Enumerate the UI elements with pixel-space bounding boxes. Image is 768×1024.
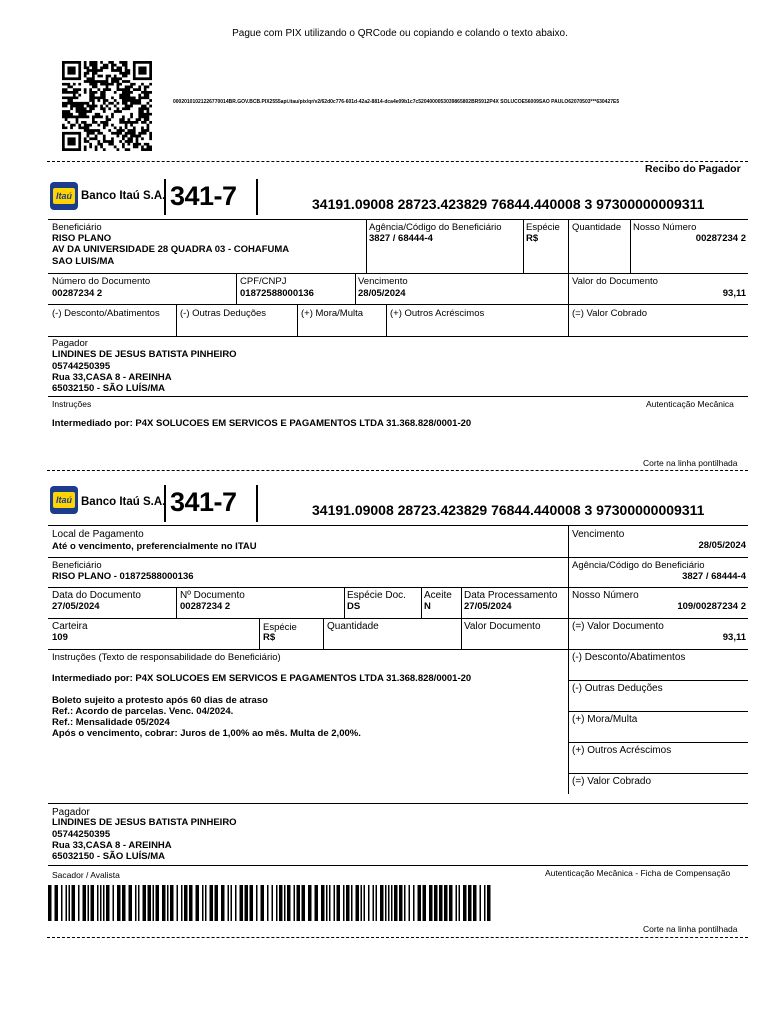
nosso-numero-label: Nosso Número [572,590,639,601]
data-documento-value: 27/05/2024 [52,601,100,612]
bank-code: 341-7 [170,487,237,517]
quantidade-label: Quantidade [327,621,379,632]
outras-deducoes-label: (-) Outras Deduções [180,308,267,319]
numero-documento-value: 00287234 2 [52,288,103,299]
cut-instruction-1: Corte na linha pontilhada [643,458,738,468]
itau-logo: Itaú [50,486,78,514]
pagador-address: Rua 33,CASA 8 - AREINHA [52,372,172,383]
outros-acrescimos-label: (+) Outros Acréscimos [390,308,485,319]
valor-documento-value: 93,11 [722,288,746,299]
carteira-label: Carteira [52,621,88,632]
desconto-label: (-) Desconto/Abatimentos [52,308,160,319]
instrucoes-label: Instruções [52,399,92,409]
agencia-value: 3827 / 68444-4 [369,233,433,244]
beneficiario-label: Beneficiário [52,222,102,233]
vencimento-value: 28/05/2024 [358,288,406,299]
desconto-label: (-) Desconto/Abatimentos [572,652,686,663]
data-documento-label: Data do Documento [52,590,141,601]
carteira-value: 109 [52,632,68,643]
especie-value: R$ [263,632,276,643]
nosso-numero-value: 109/00287234 2 [677,601,746,612]
data-processamento-value: 27/05/2024 [464,601,512,612]
pix-qrcode[interactable] [62,61,152,151]
receipt-title: Recibo do Pagador [645,163,741,175]
agencia-label: Agência/Código do Beneficiário [572,560,705,571]
nosso-numero-label: Nosso Número [633,222,697,233]
cpf-value: 01872588000136 [240,288,314,299]
numero-documento-label: Nº Documento [180,590,245,601]
pagador-name: LINDINES DE JESUS BATISTA PINHEIRO [52,349,237,360]
autenticacao-label: Autenticação Mecânica [646,399,734,409]
instrucao-juros: Após o vencimento, cobrar: Juros de 1,00% ao mês. Multa de 2,00%. [52,728,361,739]
especie-value: R$ [526,233,539,244]
valor-documento-label: Valor do Documento [572,276,658,287]
beneficiario-city: SAO LUIS/MA [52,256,115,267]
instrucoes-label: Instruções (Texto de responsabilidade do Beneficiário) [52,652,281,663]
local-pagamento-value: Até o vencimento, preferencialmente no ITAU [52,541,257,552]
outras-deducoes-label: (-) Outras Deduções [572,683,663,694]
especie-label: Espécie [263,622,297,633]
valor-label: Valor Documento [464,621,541,632]
intermediado-text: Intermediado por: P4X SOLUCOES EM SERVICOS E PAGAMENTOS LTDA 31.368.828/0001-20 [52,418,472,429]
especie-label: Espécie [526,222,560,233]
bank-name: Banco Itaú S.A. [81,190,166,202]
mora-label: (+) Mora/Multa [572,714,638,725]
pix-copy-code[interactable]: 00020101021226770014BR.GOV.BCB.PIX2555api.itau/pix/qr/v2/62d0c776-601d-42a2-8814-dca4e09b1c7c5204000053039865802BR5912P4X SOLUCOE56009SAO PAULO62070503***630427E5 [173,99,620,105]
numero-documento-label: Número do Documento [52,276,151,287]
beneficiario-name: RISO PLANO [52,233,112,244]
cut-line-bottom [47,937,748,938]
beneficiario-value: RISO PLANO - 01872588000136 [52,571,194,582]
valor-documento-label: (=) Valor Documento [572,621,664,632]
agencia-label: Agência/Código do Beneficiário [369,222,502,233]
instrucao-protesto: Boleto sujeito a protesto após 60 dias de atraso [52,695,268,706]
intermediado-text: Intermediado por: P4X SOLUCOES EM SERVICOS E PAGAMENTOS LTDA 31.368.828/0001-20 [52,673,472,684]
cut-instruction-2: Corte na linha pontilhada [643,924,738,934]
vencimento-value: 28/05/2024 [698,540,746,551]
cut-line-top [47,161,748,162]
nosso-numero-value: 00287234 2 [695,233,746,244]
pagador-name: LINDINES DE JESUS BATISTA PINHEIRO [52,817,237,828]
digitable-line[interactable]: 34191.09008 28723.423829 76844.440008 3 97300000009311 [312,502,705,518]
pagador-label: Pagador [52,807,90,818]
especie-doc-label: Espécie Doc. [347,590,406,601]
bank-name: Banco Itaú S.A. [81,496,166,508]
sacador-label: Sacador / Avalista [52,870,120,880]
digitable-line[interactable]: 34191.09008 28723.423829 76844.440008 3 97300000009311 [312,196,705,212]
aceite-value: N [424,601,431,612]
vencimento-label: Vencimento [358,276,408,287]
barcode [48,885,492,921]
local-pagamento-label: Local de Pagamento [52,529,144,540]
numero-documento-value: 00287234 2 [180,601,231,612]
quantidade-label: Quantidade [572,222,622,233]
valor-documento-value: 93,11 [722,632,746,643]
pix-instruction: Pague com PIX utilizando o QRCode ou copiando e colando o texto abaixo. [232,28,568,39]
pagador-city: 65032150 - SÃO LUÍS/MA [52,383,165,394]
pagador-doc: 05744250395 [52,361,111,372]
instrucao-mensalidade: Ref.: Mensalidade 05/2024 [52,717,170,728]
pagador-doc: 05744250395 [52,829,111,840]
vencimento-label: Vencimento [572,529,625,540]
aceite-label: Aceite [424,590,452,601]
instrucao-acordo: Ref.: Acordo de parcelas. Venc. 04/2024. [52,706,234,717]
itau-logo: Itaú [50,182,78,210]
cpf-label: CPF/CNPJ [240,276,287,287]
especie-doc-value: DS [347,601,361,612]
agencia-value: 3827 / 68444-4 [682,571,746,582]
beneficiario-address: AV DA UNIVERSIDADE 28 QUADRA 03 - COHAFUMA [52,244,290,255]
outros-acrescimos-label: (+) Outros Acréscimos [572,745,672,756]
pagador-label: Pagador [52,338,88,349]
cut-line-middle [47,470,748,471]
autenticacao-label: Autenticação Mecânica - Ficha de Compensação [545,868,731,878]
pagador-city: 65032150 - SÃO LUÍS/MA [52,851,165,862]
bank-code: 341-7 [170,181,237,211]
valor-cobrado-label: (=) Valor Cobrado [572,776,652,787]
valor-cobrado-label: (=) Valor Cobrado [572,308,648,319]
pagador-address: Rua 33,CASA 8 - AREINHA [52,840,172,851]
data-processamento-label: Data Processamento [464,590,558,601]
beneficiario-label: Beneficiário [52,560,102,571]
mora-label: (+) Mora/Multa [301,308,364,319]
